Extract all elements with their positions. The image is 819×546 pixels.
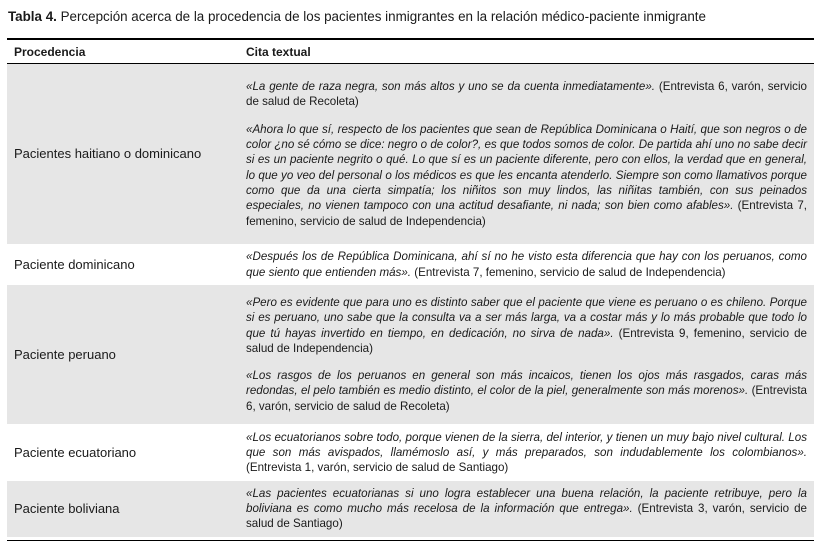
row-citas	[239, 425, 814, 481]
table-row	[7, 481, 814, 537]
table-caption	[8, 8, 816, 25]
caption-text: Percepción acerca de la procedencia de los pacientes inmigrantes en la relación médico-paciente inmigrante	[56, 9, 706, 24]
cita	[246, 295, 807, 356]
row-procedencia: Paciente boliviana	[7, 481, 239, 537]
cita-source: (Entrevista 3, varón, servicio de salud de Santiago)	[246, 502, 807, 531]
table-row	[7, 245, 814, 285]
cita-source: (Entrevista 7, femenino, servicio de salud de Independencia)	[411, 265, 726, 279]
table-bottom-rule	[7, 540, 814, 541]
caption-label: Tabla 4.	[8, 9, 57, 24]
row-citas	[239, 64, 814, 245]
cita-quote: «Ahora lo que sí, respecto de los pacientes que sean de República Dominicana o Haití, que son negros o de color ¿no sé cómo se dice: negro o de color?, es que todos somos de color. De partida ahí uno no sabe decir si es un paciente negrito o qué. Lo que sí es un paciente diferente, pero con ellos, la verdad que en general, lo que yo veo del personal o los médicos es que les encanta atenderlo. Siempre son como llamativos porque como que da una cierta simpatía; los niñitos son muy lindos, las niñitas también, con sus peinados especiales, no vienen tampoco con una actitud desafiante, ni nada; son bien como afables».	[246, 122, 807, 213]
cita-source: (Entrevista 6, varón, servicio de salud de Recoleta)	[246, 80, 807, 109]
row-citas	[239, 481, 814, 537]
cita-quote: «La gente de raza negra, son más altos y uno se da cuenta inmediatamente».	[246, 80, 656, 94]
row-procedencia: Pacientes haitiano o dominicano	[7, 64, 239, 245]
cita	[246, 249, 807, 280]
cita-quote: «Después los de República Dominicana, ahí sí no he visto esta diferencia que hay con los peruanos, como que siento que entienden más».	[246, 250, 807, 279]
cita	[246, 430, 807, 476]
cita-quote: «Las pacientes ecuatorianas si uno logra establecer una buena relación, la paciente retribuye, pero la boliviana es como mucho más recelosa de la información que entrega».	[246, 486, 807, 516]
table-header-row	[7, 41, 814, 64]
cita-quote: «Pero es evidente que para uno es distinto saber que el paciente que viene es peruano o es chileno. Porque si es peruano, uno sabe que la consulta va a ser más larga, va a costar más y lo más probable que todo lo que tú hayas invertido en tiempo, en dedicación, no sirva de nada».	[246, 295, 807, 340]
cita	[246, 486, 807, 532]
row-citas	[239, 245, 814, 285]
row-procedencia: Paciente peruano	[7, 285, 239, 425]
table-row	[7, 64, 814, 245]
cita	[246, 368, 807, 414]
cita-source: (Entrevista 1, varón, servicio de salud de Santiago)	[246, 461, 509, 475]
cita-quote: «Los ecuatorianos sobre todo, porque vienen de la sierra, del interior, y tienen un muy bajo nivel cultural. Los que son más avispados, llamémoslo así, y más preparados, son indudablemente los colombianos».	[246, 430, 807, 459]
cita	[246, 122, 807, 229]
row-procedencia: Paciente dominicano	[7, 245, 239, 285]
row-citas	[239, 285, 814, 425]
cita-source: (Entrevista 6, varón, servicio de salud de Recoleta)	[246, 384, 807, 413]
cita-source: (Entrevista 9, femenino, servicio de salud de Independencia)	[246, 326, 807, 355]
table-row	[7, 425, 814, 481]
table-top-rule	[7, 38, 814, 40]
data-table	[7, 41, 814, 537]
header-procedencia: Procedencia	[7, 41, 239, 64]
header-cita-textual: Cita textual	[239, 41, 814, 64]
table-row	[7, 285, 814, 425]
cita-source: (Entrevista 7, femenino, servicio de salud de Independencia)	[246, 199, 807, 228]
row-procedencia: Paciente ecuatoriano	[7, 425, 239, 481]
cita-quote: «Los rasgos de los peruanos en general son más incaicos, tienen los ojos más rasgados, caras más redondas, el pelo también es medio distinto, el color de la piel, generalmente son más morenos».	[246, 369, 807, 398]
cita	[246, 79, 807, 110]
